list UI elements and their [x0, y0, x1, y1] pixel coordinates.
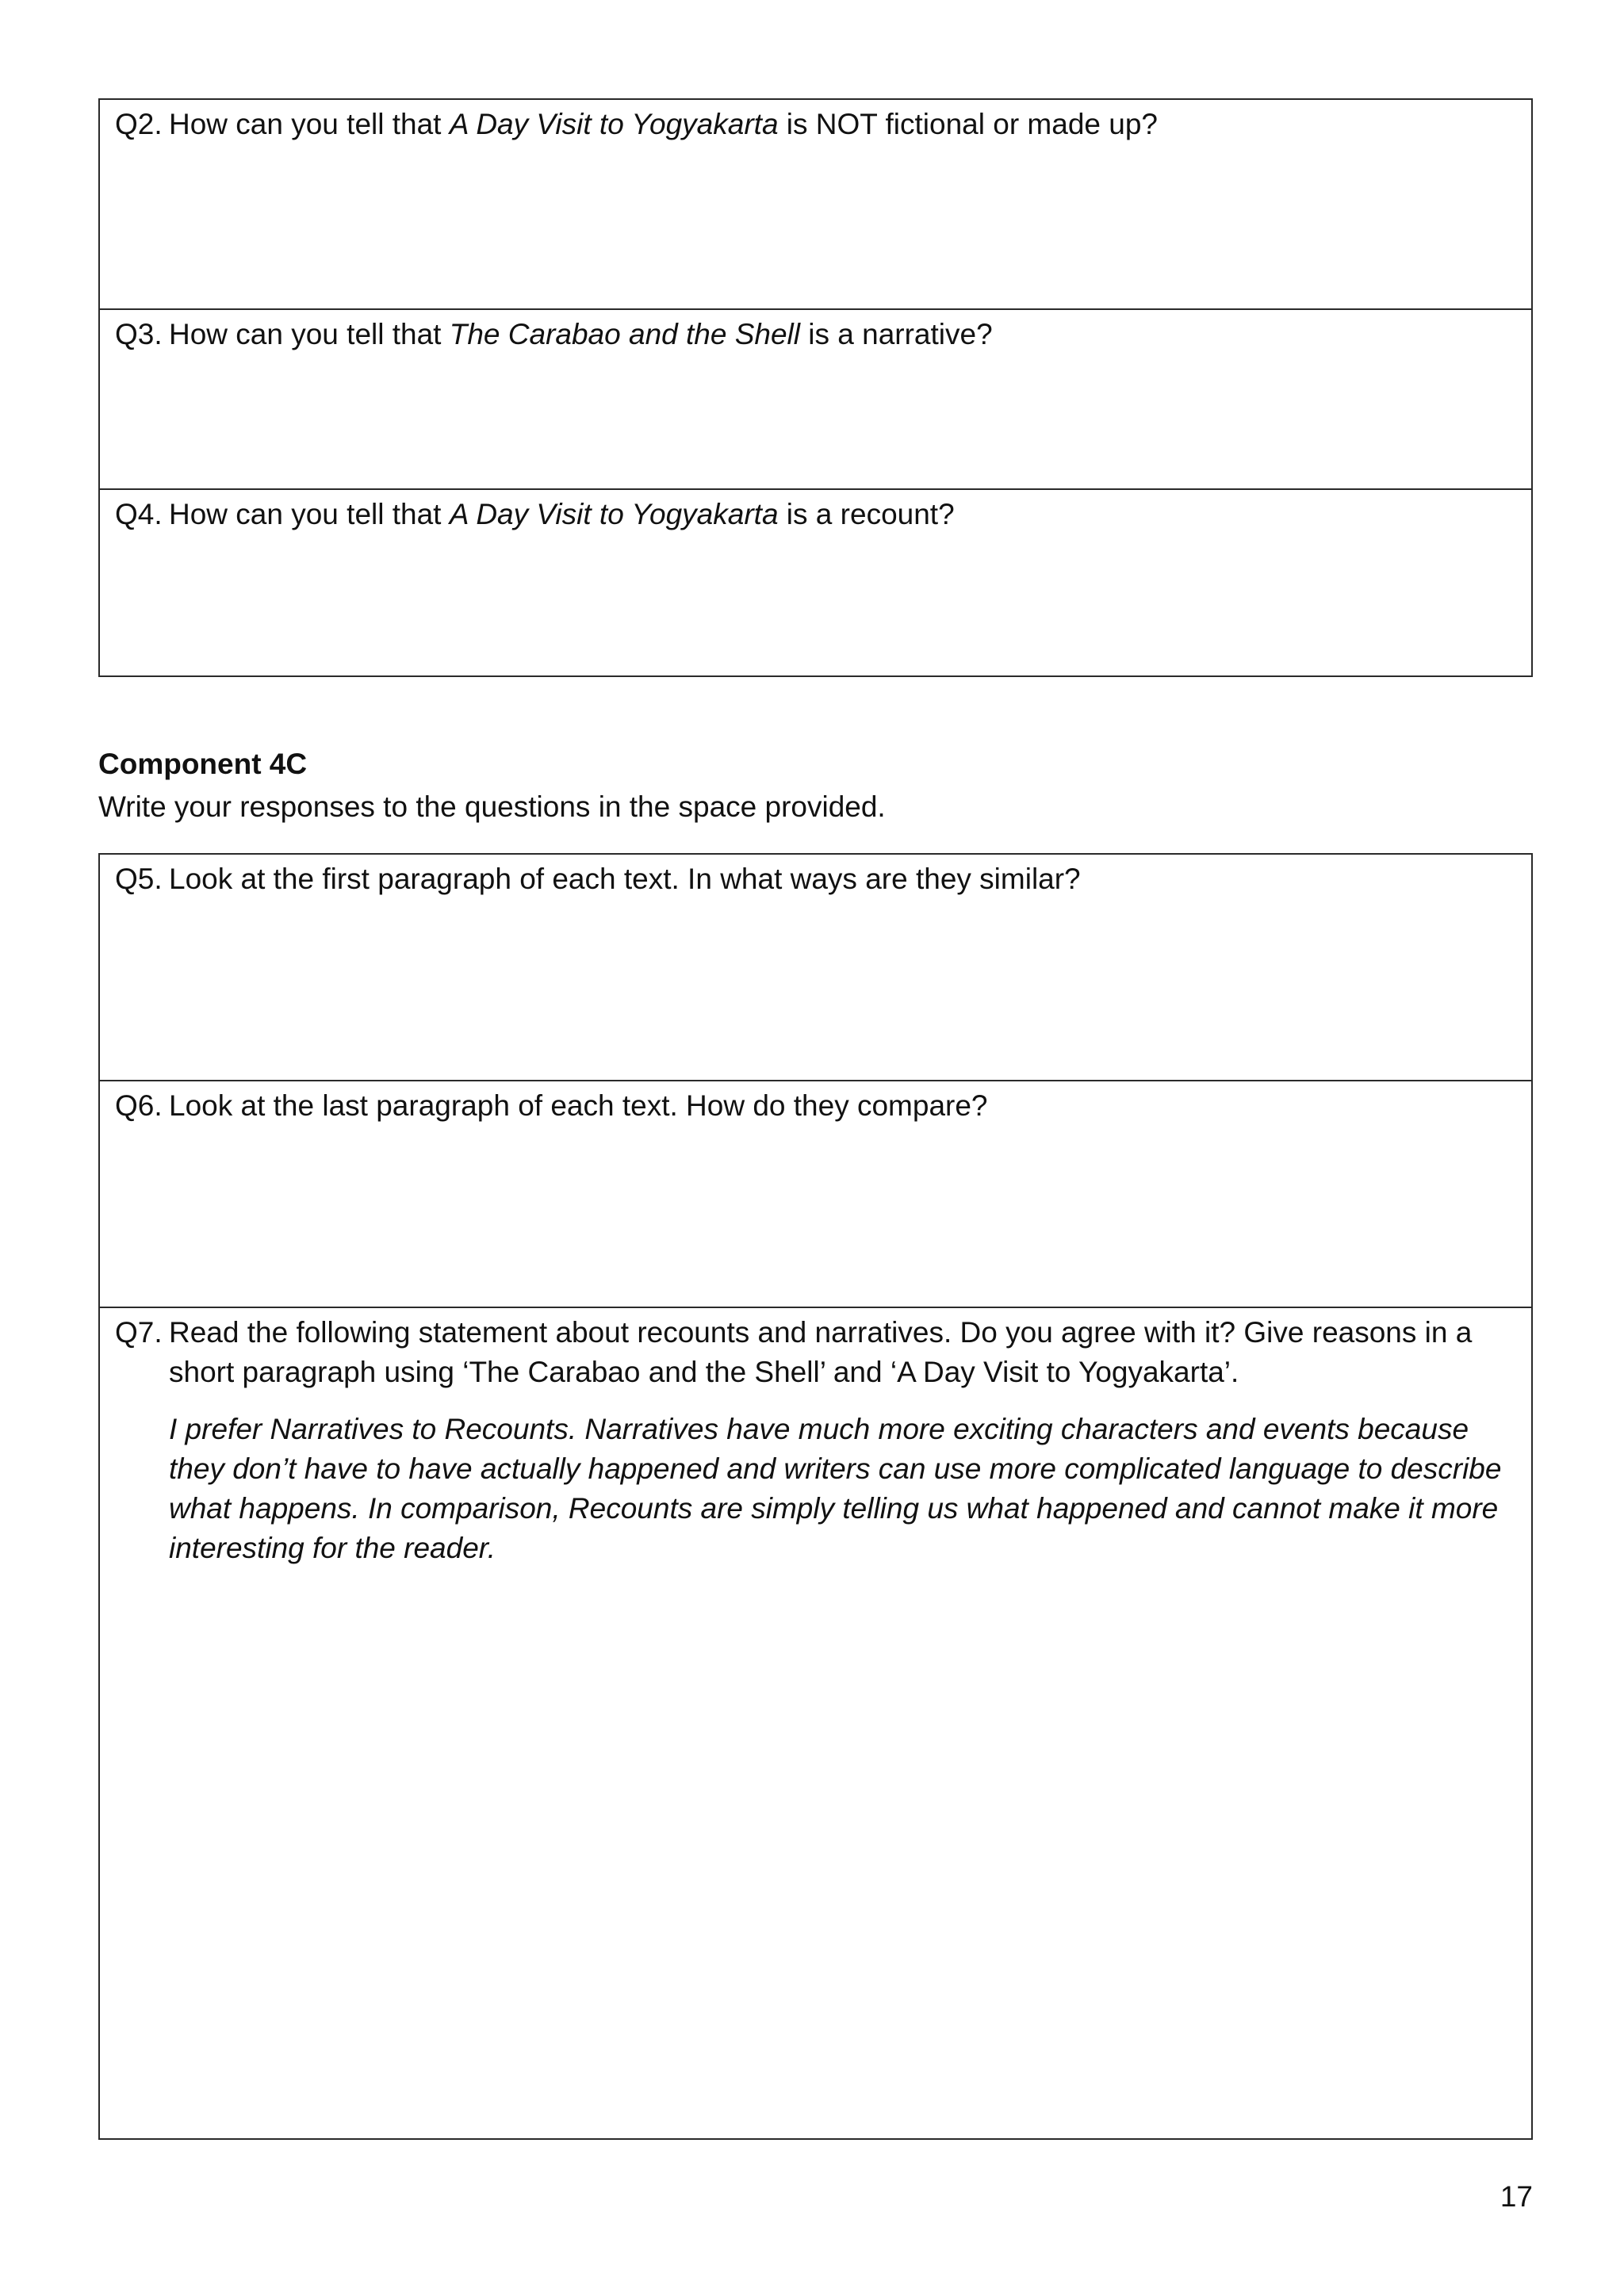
question-text: How can you tell that	[169, 498, 450, 530]
question-text: Read the following statement about recounts and narratives. Do you agree with it? Give reasons in a short paragraph using ‘The Carabao and the Shell’ and ‘A Day Visit to Yogyakarta’.	[169, 1316, 1473, 1388]
question-text: How can you tell that	[169, 108, 450, 140]
question-number: Q5.	[115, 863, 163, 895]
questions-table-top	[98, 98, 1533, 677]
question-text: is a recount?	[778, 498, 955, 530]
text-title: The Carabao and the Shell	[449, 318, 800, 350]
question-number: Q4.	[115, 498, 163, 530]
question-number: Q3.	[115, 318, 163, 350]
question-q5	[115, 859, 1514, 899]
question-text: is NOT fictional or made up?	[778, 108, 1159, 140]
question-q6	[115, 1086, 1514, 1126]
question-q3	[115, 315, 1514, 354]
question-q7	[115, 1313, 1514, 1568]
question-q2	[115, 105, 1514, 144]
question-number: Q7.	[115, 1316, 163, 1349]
question-q6-box[interactable]	[100, 1081, 1531, 1308]
question-q4	[115, 495, 1514, 534]
question-q3-box[interactable]	[100, 310, 1531, 490]
question-q4-box[interactable]	[100, 490, 1531, 675]
text-title: A Day Visit to Yogyakarta	[449, 108, 779, 140]
question-number: Q2.	[115, 108, 163, 140]
question-text: How can you tell that	[169, 318, 450, 350]
question-text: is a narrative?	[800, 318, 993, 350]
question-text: Look at the first paragraph of each text. In what ways are they similar?	[169, 863, 1081, 895]
question-number: Q6.	[115, 1089, 163, 1122]
section-title: Component 4C	[98, 748, 308, 780]
section-instruction: Write your responses to the questions in the space provided.	[98, 790, 886, 823]
question-q2-box[interactable]	[100, 100, 1531, 310]
question-q5-box[interactable]	[100, 855, 1531, 1081]
page-number: 17	[1500, 2180, 1533, 2213]
question-q7-box[interactable]	[100, 1308, 1531, 2138]
quoted-statement: I prefer Narratives to Recounts. Narratives have much more exciting characters and events because they don’t have to have actually happened and writers can use more complicated language to describe what happens. In comparison, Recounts are simply telling us what happened and cannot make it more interesting for the reader.	[169, 1413, 1502, 1564]
question-text: Look at the last paragraph of each text. How do they compare?	[169, 1089, 988, 1122]
text-title: A Day Visit to Yogyakarta	[449, 498, 779, 530]
questions-table-bottom	[98, 853, 1533, 2140]
